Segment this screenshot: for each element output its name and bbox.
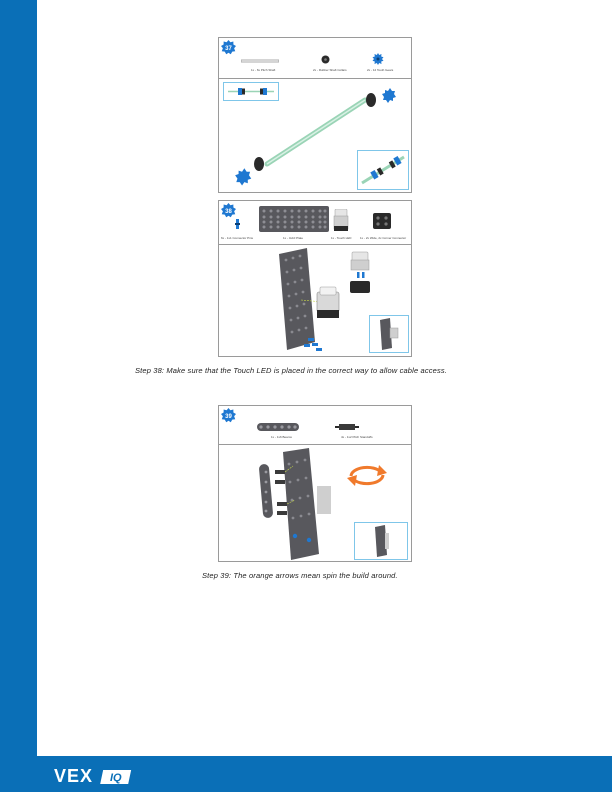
step-37-panel — [218, 37, 412, 193]
parts-list — [219, 38, 411, 79]
beam-detail-icon — [355, 523, 407, 559]
vex-iq-logo — [54, 766, 154, 791]
logo-text: VEX — [54, 766, 94, 786]
parts-list — [219, 201, 411, 245]
step-38-panel — [218, 200, 412, 357]
part-label: 1x - 2x Wide, 2x Corner Connector — [360, 236, 407, 240]
step-badge-icon — [221, 40, 236, 55]
shaft-icon — [241, 59, 279, 63]
step-number: 37 — [225, 45, 232, 52]
shaft-detail-icon — [358, 151, 408, 189]
part-label: 1x - 1x6 Beams — [271, 435, 292, 439]
gear-icon — [372, 53, 384, 65]
step-39-panel — [218, 405, 412, 562]
detail-inset — [357, 150, 409, 190]
beam-icon — [257, 423, 299, 431]
part-label: 1x - Touch LED — [331, 236, 352, 240]
logo-suffix: IQ — [110, 772, 122, 784]
step-39-caption: Step 39: The orange arrows mean spin the build around. — [202, 571, 398, 580]
step-38-caption: Step 38: Make sure that the Touch LED is placed in the correct way to allow cable access. — [135, 366, 447, 375]
step-number: 39 — [225, 413, 232, 420]
corner-connector-icon — [373, 213, 391, 229]
parts-list — [219, 406, 411, 445]
part-label: 1x - 4x10 Plate — [283, 236, 304, 240]
touch-led-detail-icon — [370, 316, 408, 352]
shaft-collar-icon — [321, 55, 330, 64]
standoff-icon — [335, 423, 359, 431]
step-number: 38 — [225, 208, 232, 215]
detail-inset — [369, 315, 409, 353]
part-label: 2x - 12 Tooth Gears — [367, 68, 394, 72]
part-label: 2x - Rubber Shaft Collars — [313, 68, 347, 72]
step-badge-icon — [221, 408, 236, 423]
part-label: 1x - 6x Pitch Shaft — [251, 68, 276, 72]
plate-icon — [259, 206, 329, 232]
touch-led-icon — [333, 209, 349, 231]
part-label: 4x - 1x2 Pitch Standoffs — [341, 435, 373, 439]
connector-pin-icon — [235, 219, 240, 229]
part-label: 6x - 1x1 Connector Pins — [221, 236, 254, 240]
vex-logo-icon — [54, 766, 154, 786]
brand-sidebar — [0, 0, 37, 792]
detail-inset — [354, 522, 408, 560]
rotate-arrows-icon — [345, 462, 389, 488]
step-badge-icon — [221, 203, 236, 218]
